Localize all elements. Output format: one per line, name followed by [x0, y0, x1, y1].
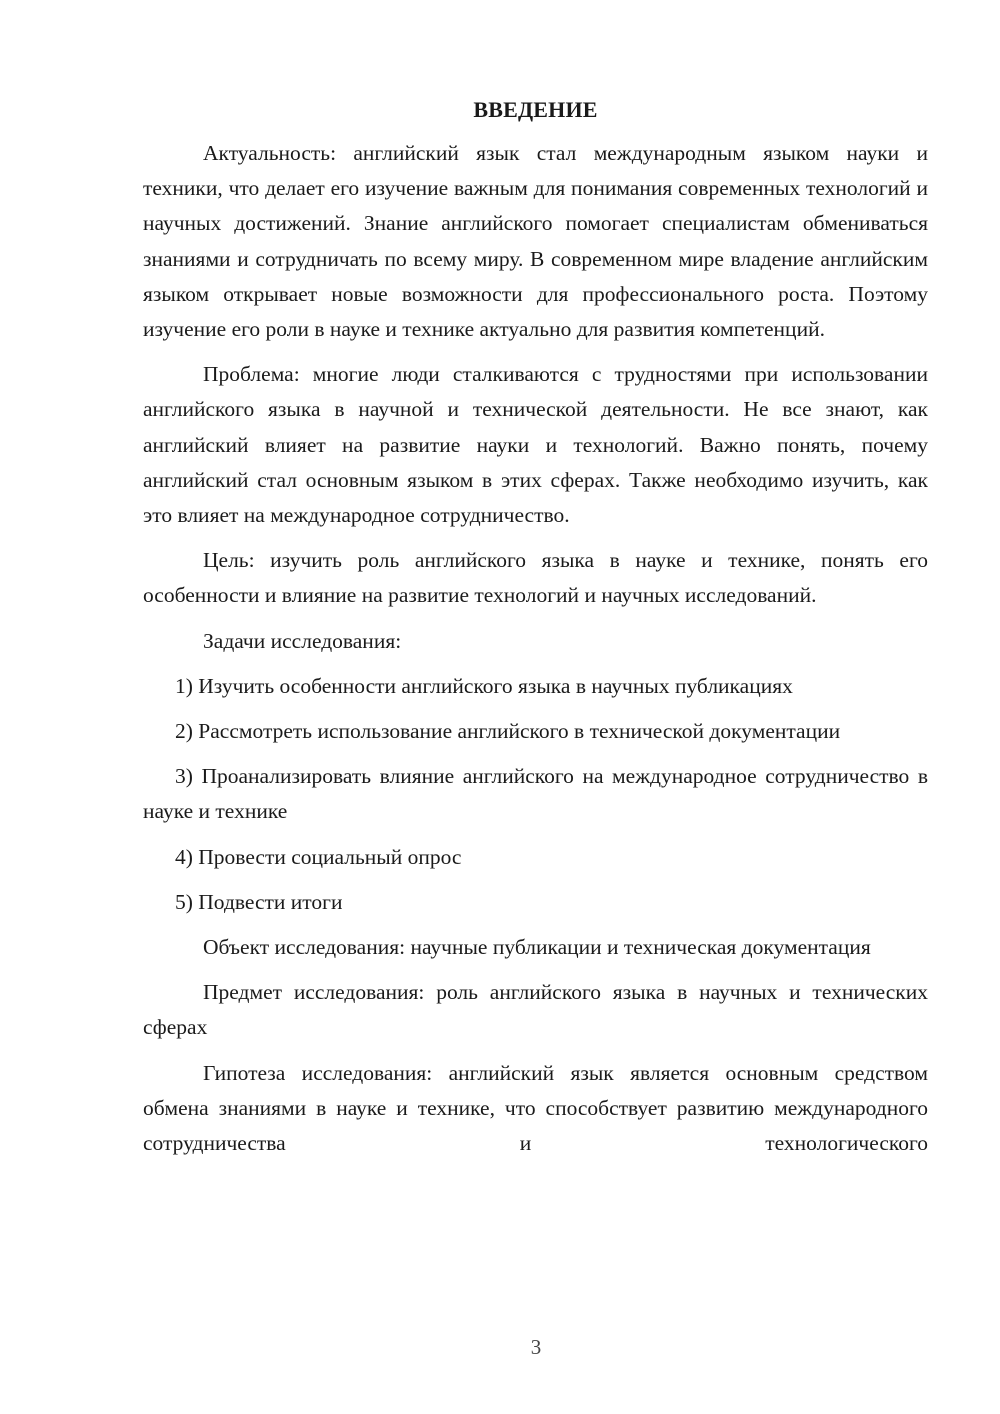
document-page	[143, 96, 928, 1161]
task-item-5: 5) Подвести итоги	[175, 889, 343, 914]
page-number: 3	[530, 1335, 542, 1359]
task-item-1: 1) Изучить особенности английского языка в научных публикациях	[175, 673, 793, 698]
paragraph-problem: Проблема: многие люди сталкиваются с трудностями при использовании английского языка в научной и технической деятельности. Не все знают, как английский влияет на развитие науки и технологий. Важно понять, почему английский стал основным языком в этих сферах. Также необходимо изучить, как это влияет на международное сотрудничество.	[143, 362, 928, 528]
task-item-4: 4) Провести социальный опрос	[175, 844, 462, 869]
paragraph-subject: Предмет исследования: роль английского языка в научных и технических сферах	[143, 980, 928, 1040]
paragraph-goal: Цель: изучить роль английского языка в науке и технике, понять его особенности и влияние на развитие технологий и научных исследований.	[143, 548, 928, 608]
tasks-heading: Задачи исследования:	[203, 628, 402, 653]
paragraph-hypothesis: Гипотеза исследования: английский язык является основным средством обмена знаниями в науке и технике, что способствует развитию международного сотрудничества и технологического	[143, 1060, 928, 1156]
paragraph-object: Объект исследования: научные публикации и техническая документация	[203, 935, 871, 960]
paragraph-relevance: Актуальность: английский язык стал международным языком науки и техники, что делает его изучение важным для понимания современных технологий и научных достижений. Знание английского помогает специалистам обмениваться знаниями и сотрудничать по всему миру. В современном мире владение английским языком открывает новые возможности для профессионального роста. Поэтому изучение его роли в науке и технике актуально для развития компетенций.	[143, 141, 928, 342]
task-item-3: 3) Проанализировать влияние английского на международное сотрудничество в науке и технике	[143, 764, 928, 824]
task-item-2: 2) Рассмотреть использование английского в технической документации	[175, 719, 841, 744]
section-title: ВВЕДЕНИЕ	[473, 97, 598, 122]
